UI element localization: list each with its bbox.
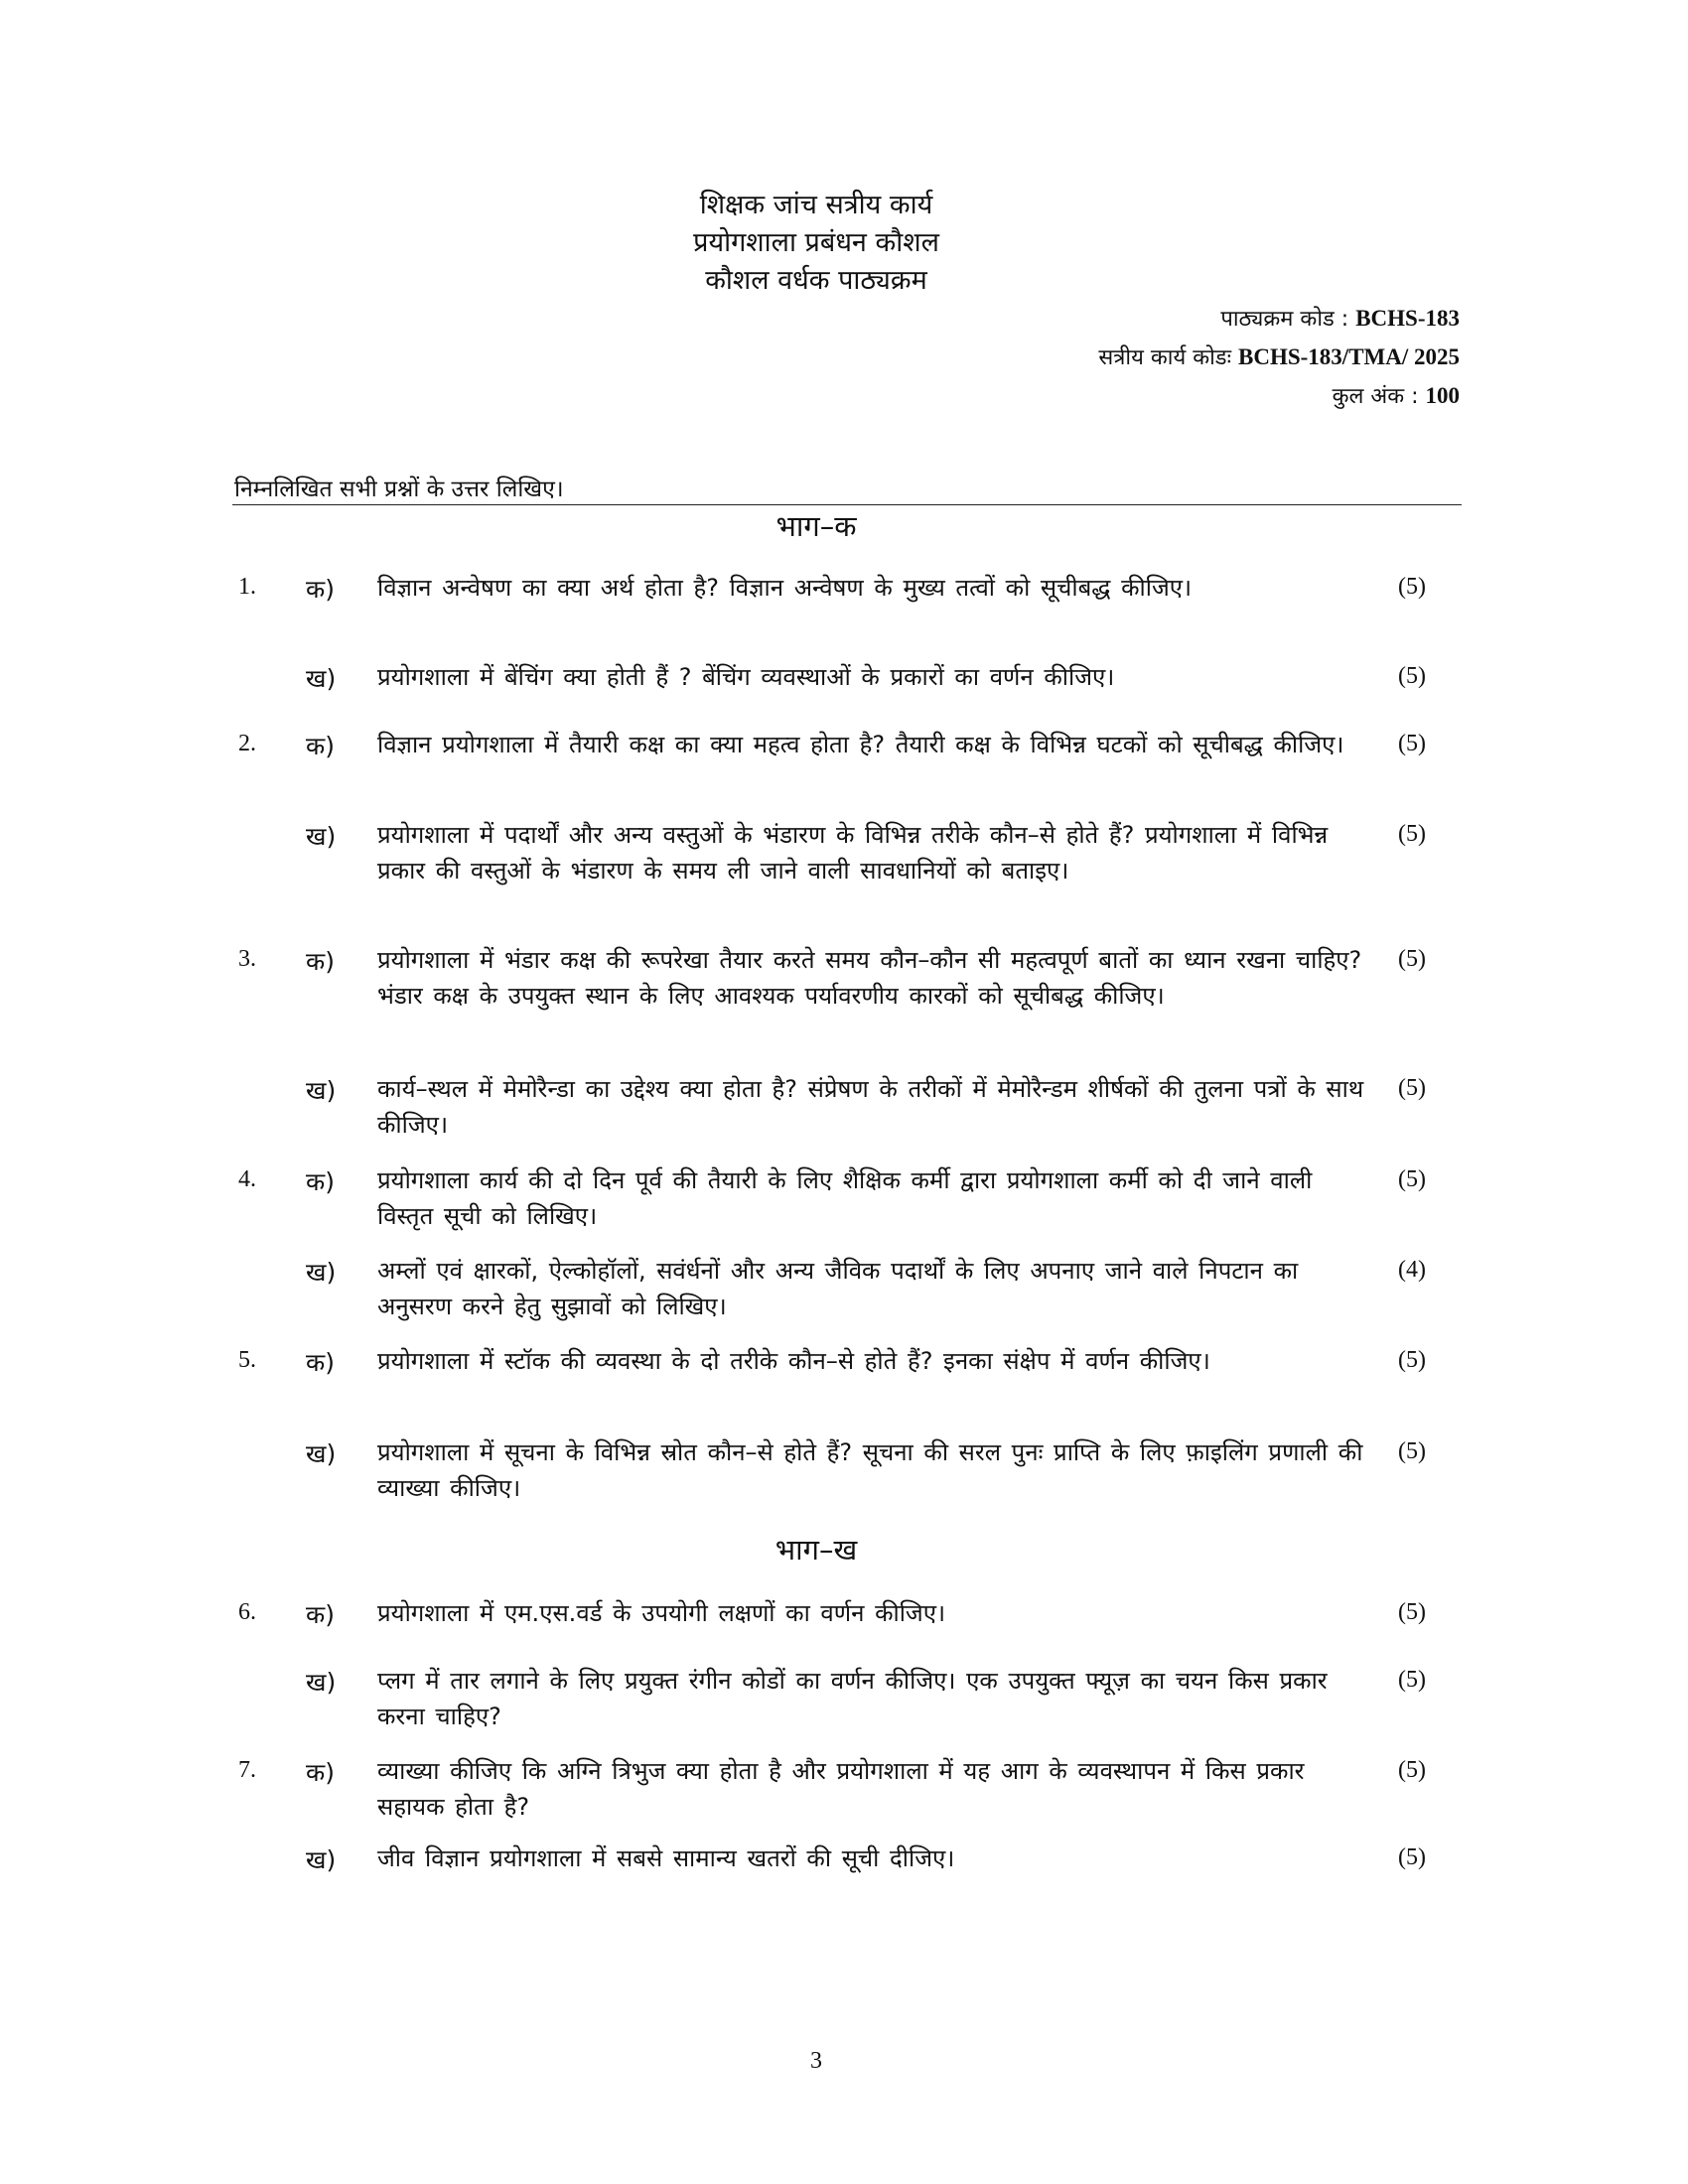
title-line-course: प्रयोगशाला प्रबंधन कौशल — [693, 227, 939, 258]
question-number: 5. — [238, 1347, 256, 1373]
question-marks: (5) — [1398, 1757, 1426, 1783]
question-number: 6. — [238, 1599, 256, 1625]
question-marks: (5) — [1398, 663, 1426, 689]
question-marks: (5) — [1398, 821, 1426, 847]
assignment-code-label: सत्रीय कार्य कोडः — [1098, 345, 1232, 370]
question-part-letter: ख) — [306, 1668, 337, 1697]
instruction-text: निम्नलिखित सभी प्रश्नों के उत्तर लिखिए। — [234, 477, 564, 502]
section-a-heading: भाग–क — [775, 509, 857, 543]
question-text: अम्लों एवं क्षारकों, ऐल्कोहॉलों, सवंर्धनों और अन्य जैविक पदार्थों के लिए अपनाए जाने वाले निपटान का अनुसरण करने हेतु सुझावों को लिखिए। — [377, 1257, 1299, 1320]
question-text: प्रयोगशाला में पदार्थों और अन्य वस्तुओं के भंडारण के विभिन्न तरीके कौन–से होते हैं? प्रयोगशाला में विभिन्न प्रकार की वस्तुओं के भंडारण के समय ली जाने वाली सावधानियों को बताइए। — [377, 821, 1329, 885]
divider-line — [232, 504, 1462, 505]
question-number: 3. — [238, 946, 256, 972]
question-part-letter: ख) — [306, 1439, 337, 1468]
question-marks: (5) — [1398, 1166, 1426, 1192]
question-part-letter: क) — [306, 732, 335, 760]
question-part-letter: ख) — [306, 1076, 337, 1105]
course-code-line — [1098, 300, 1460, 339]
question-text: प्रयोगशाला में सूचना के विभिन्न स्रोत कौन–से होते हैं? सूचना की सरल पुनः प्राप्ति के लिए फ़ाइलिंग प्रणाली की व्याख्या कीजिए। — [377, 1438, 1363, 1502]
total-marks-label: कुल अंक : — [1332, 384, 1419, 409]
question-text: प्रयोगशाला में एम.एस.वर्ड के उपयोगी लक्षणों का वर्णन कीजिए। — [377, 1599, 946, 1627]
question-part-letter: क) — [306, 1600, 335, 1629]
assignment-code-line — [1098, 339, 1460, 377]
question-text: कार्य–स्थल में मेमोरैन्डा का उद्देश्य क्या होता है? संप्रेषण के तरीकों में मेमोरैन्डम शीर्षकों की तुलना पत्रों के साथ कीजिए। — [377, 1075, 1364, 1139]
question-text: विज्ञान अन्वेषण का क्या अर्थ होता है? विज्ञान अन्वेषण के मुख्य तत्वों को सूचीबद्ध कीजिए। — [377, 574, 1193, 602]
course-code-label: पाठ्यक्रम कोड : — [1220, 307, 1349, 332]
question-marks: (5) — [1398, 1667, 1426, 1693]
question-marks: (5) — [1398, 574, 1426, 600]
question-text: जीव विज्ञान प्रयोगशाला में सबसे सामान्य खतरों की सूची दीजिए। — [377, 1844, 955, 1872]
question-text: व्याख्या कीजिए कि अग्नि त्रिभुज क्या होता है और प्रयोगशाला में यह आग के व्यवस्थापन में किस प्रकार सहायक होता है? — [377, 1757, 1305, 1821]
course-code: BCHS-183 — [1355, 306, 1460, 331]
question-text: प्रयोगशाला में स्टॉक की व्यवस्था के दो तरीके कौन–से होते हैं? इनका संक्षेप में वर्णन कीजिए। — [377, 1347, 1210, 1375]
question-text: प्रयोगशाला कार्य की दो दिन पूर्व की तैयारी के लिए शैक्षिक कर्मी द्वारा प्रयोगशाला कर्मी को दी जाने वाली विस्तृत सूची को लिखिए। — [377, 1166, 1313, 1230]
total-marks-line — [1098, 377, 1460, 416]
question-number: 7. — [238, 1757, 256, 1783]
question-text: विज्ञान प्रयोगशाला में तैयारी कक्ष का क्या महत्व होता है? तैयारी कक्ष के विभिन्न घटकों को सूचीबद्ध कीजिए। — [377, 731, 1344, 758]
assignment-code: BCHS-183/TMA/ 2025 — [1238, 344, 1460, 369]
title-line-assignment: शिक्षक जांच सत्रीय कार्य — [699, 190, 933, 220]
question-marks: (5) — [1398, 946, 1426, 972]
course-meta — [1098, 300, 1460, 416]
question-text: प्रयोगशाला में बेंचिंग क्या होती हैं ? बेंचिंग व्यवस्थाओं के प्रकारों का वर्णन कीजिए। — [377, 663, 1115, 691]
question-marks: (5) — [1398, 731, 1426, 756]
question-number: 1. — [238, 574, 256, 600]
question-marks: (4) — [1398, 1257, 1426, 1283]
question-marks: (5) — [1398, 1599, 1426, 1625]
question-marks: (5) — [1398, 1844, 1426, 1870]
question-part-letter: क) — [306, 1167, 335, 1196]
question-marks: (5) — [1398, 1075, 1426, 1101]
total-marks: 100 — [1425, 383, 1460, 408]
question-number: 4. — [238, 1166, 256, 1192]
question-part-letter: क) — [306, 1758, 335, 1787]
question-part-letter: ख) — [306, 1258, 337, 1287]
question-part-letter: क) — [306, 1348, 335, 1377]
question-marks: (5) — [1398, 1438, 1426, 1464]
section-b-heading: भाग–ख — [774, 1533, 858, 1567]
question-part-letter: क) — [306, 947, 335, 976]
question-marks: (5) — [1398, 1347, 1426, 1373]
question-part-letter: ख) — [306, 664, 337, 693]
page-number: 3 — [810, 2048, 822, 2074]
question-part-letter: ख) — [306, 822, 337, 851]
question-part-letter: क) — [306, 575, 335, 604]
document-title — [0, 187, 1632, 300]
question-text: प्रयोगशाला में भंडार कक्ष की रूपरेखा तैयार करते समय कौन–कौन सी महत्वपूर्ण बातों का ध्यान रखना चाहिए? भंडार कक्ष के उपयुक्त स्थान के लिए आवश्यक पर्यावरणीय कारकों को सूचीबद्ध कीजिए। — [377, 946, 1362, 1010]
question-part-letter: ख) — [306, 1845, 337, 1874]
question-text: प्लग में तार लगाने के लिए प्रयुक्त रंगीन कोडों का वर्णन कीजिए। एक उपयुक्त फ्यूज़ का चयन किस प्रकार करना चाहिए? — [377, 1667, 1328, 1730]
question-number: 2. — [238, 731, 256, 756]
title-line-programme: कौशल वर्धक पाठ्यक्रम — [705, 265, 927, 296]
